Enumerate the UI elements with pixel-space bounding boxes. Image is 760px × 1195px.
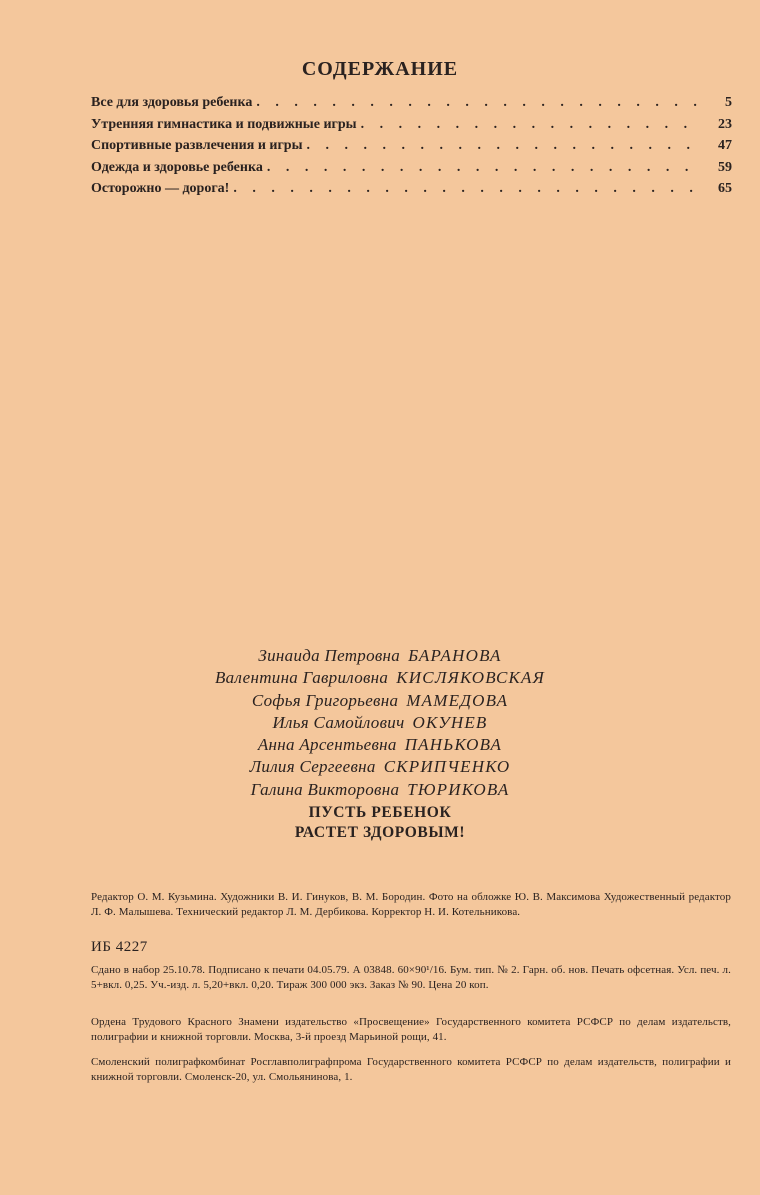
toc-leader-dots — [267, 157, 702, 179]
toc-entry-title: Утренняя гимнастика и подвижные игры — [91, 116, 357, 132]
toc-entry-title: Все для здоровья ребенка — [91, 95, 253, 110]
author-name — [0, 756, 760, 778]
toc-entry — [91, 157, 732, 179]
toc-entry — [91, 114, 732, 136]
toc-entry-page: 23 — [718, 116, 732, 132]
book-title-line: ПУСТЬ РЕБЕНОК — [308, 804, 452, 821]
author-list — [0, 645, 760, 801]
author-name — [0, 667, 760, 689]
author-surname: СКРИПЧЕНКО — [383, 757, 511, 777]
author-surname: ОКУНЕВ — [412, 712, 488, 732]
author-name — [0, 712, 760, 734]
toc-leader-dots — [233, 178, 702, 200]
toc-entry-title: Одежда и здоровье ребенка — [91, 159, 263, 175]
editorial-credits: Редактор О. М. Кузьмина. Художники В. И. Гинуков, В. М. Бородин. Фото на обложке Ю. В. Максимова Художественный редактор Л. Ф. Малышева. Технический редактор Л. М. Дербикова. Корректор Н. И. Котельникова. — [91, 891, 731, 918]
table-of-contents — [91, 92, 732, 200]
book-title-line: РАСТЕТ ЗДОРОВЫМ! — [294, 824, 466, 841]
author-given-names: Илья Самойлович — [272, 712, 405, 732]
publisher-info: Ордена Трудового Красного Знамени издательство «Просвещение» Государственного комитета РСФСР по делам издательств, полиграфии и книжной торговли. Москва, 3-й проезд Марьиной рощи, 41. — [91, 1016, 731, 1043]
toc-entry-title: Осторожно — дорога! — [91, 181, 230, 196]
author-given-names: Зинаида Петровна — [258, 646, 401, 665]
toc-entry — [91, 92, 732, 114]
toc-entry-page: 47 — [718, 138, 732, 153]
author-surname: ТЮРИКОВА — [407, 779, 510, 799]
ib-number: ИБ 4227 — [91, 939, 148, 955]
toc-entry-page: 59 — [718, 159, 732, 175]
book-title — [0, 803, 760, 843]
toc-heading: СОДЕРЖАНИЕ — [301, 58, 459, 80]
author-given-names: Анна Арсентьевна — [257, 735, 397, 755]
author-surname: ПАНЬКОВА — [404, 735, 503, 755]
author-given-names: Софья Григорьевна — [251, 690, 399, 710]
toc-leader-dots — [307, 135, 702, 157]
author-given-names: Галина Викторовна — [250, 779, 400, 799]
author-name — [0, 779, 760, 801]
toc-entry-page: 5 — [725, 95, 732, 110]
author-given-names: Валентина Гавриловна — [215, 668, 389, 688]
author-given-names: Лилия Сергеевна — [249, 757, 376, 777]
author-surname: МАМЕДОВА — [406, 690, 509, 710]
toc-entry — [91, 178, 732, 200]
author-surname: БАРАНОВА — [408, 646, 502, 665]
printer-info: Смоленский полиграфкомбинат Росглавполиграфпрома Государственного комитета РСФСР по делам издательств, полиграфии и книжной торговли. Смоленск-20, ул. Смольянинова, 1. — [91, 1056, 731, 1083]
toc-entry-page: 65 — [718, 181, 732, 196]
print-imprint: Сдано в набор 25.10.78. Подписано к печати 04.05.79. А 03848. 60×90¹/16. Бум. тип. № 2. Гарн. об. нов. Печать офсетная. Усл. печ. л. 5+вкл. 0,25. Уч.-изд. л. 5,20+вкл. 0,20. Тираж 300 000 экз. Заказ № 90. Цена 20 коп. — [91, 964, 731, 991]
toc-entry — [91, 135, 732, 157]
author-name — [0, 734, 760, 756]
author-name — [0, 690, 760, 712]
author-name — [0, 645, 760, 667]
toc-leader-dots — [256, 92, 702, 114]
toc-leader-dots — [361, 114, 702, 136]
toc-entry-title: Спортивные развлечения и игры — [91, 138, 303, 153]
author-surname: КИСЛЯКОВСКАЯ — [396, 668, 545, 688]
